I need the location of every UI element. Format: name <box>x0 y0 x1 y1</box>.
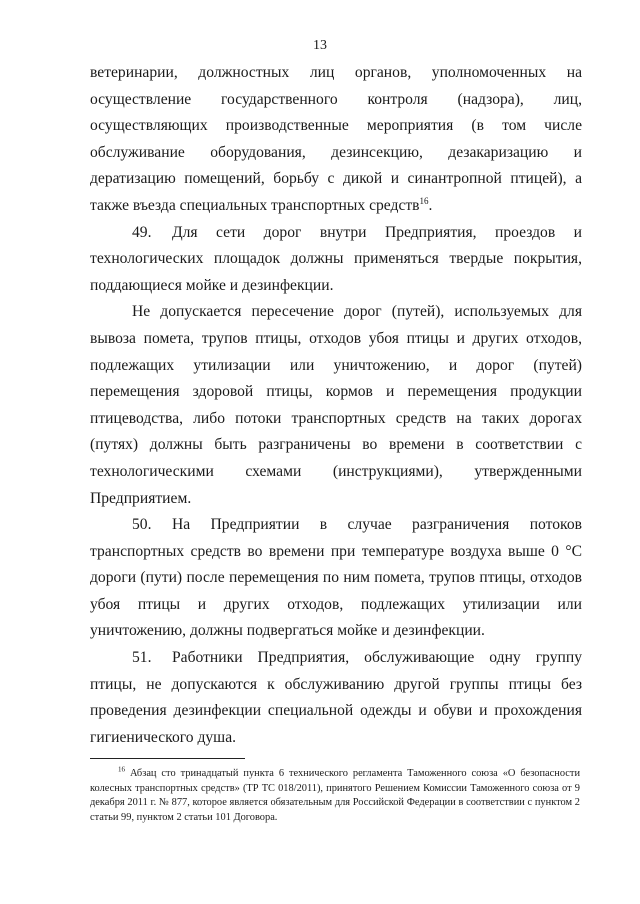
paragraph-50 <box>90 512 582 645</box>
paragraph-text: На Предприятии в случае разграничения потоков транспортных средств во времени при температуре воздуха выше 0 °С дороги (пути) после перемещения по ним помета, трупов птицы, отходов убоя птицы и других отходов, подлежащих утилизации или уничтожению, должны подвергаться мойке и дезинфекции. <box>90 516 582 640</box>
footnote <box>90 767 580 825</box>
paragraph-text: ветеринарии, должностных лиц органов, уполномоченных на осуществление государственного контроля (надзора), лиц, осуществляющих производственные мероприятия (в том числе обслуживание оборудования, дезинсекцию, дезакаризацию и дератизацию помещений, борьбу с дикой и синантропной птицей), а также въезда специальных транспортных средств <box>90 64 582 214</box>
paragraph-text: Не допускается пересечение дорог (путей), используемых для вывоза помета, трупов птицы, отходов убоя птицы и других отходов, подлежащих утилизации или уничтожению, и дорог (путей) перемещения здоровой птицы, кормов и перемещения продукции птицеводства, либо потоки транспортных средств на таких дорогах (путях) должны быть разграничены во времени в соответствии с технологическими схемами (инструкциями), утвержденными Предприятием. <box>90 303 582 507</box>
paragraph-number: 49. <box>132 223 152 241</box>
paragraph-number: 50. <box>132 516 152 534</box>
paragraph-51 <box>90 645 582 751</box>
paragraph-end: . <box>428 196 433 214</box>
paragraph-49-continued <box>90 299 582 512</box>
document-body <box>90 60 582 751</box>
paragraph-number: 51. <box>132 649 152 667</box>
footnote-marker: 16 <box>118 765 125 774</box>
paragraph-continuation <box>90 60 582 220</box>
paragraph-49 <box>90 220 582 300</box>
paragraph-text: Для сети дорог внутри Предприятия, проездов и технологических площадок должны применяться твердые покрытия, поддающиеся мойке и дезинфекции. <box>90 223 582 294</box>
footnote-text: Абзац сто тринадцатый пункта 6 технического регламента Таможенного союза «О безопасности колесных транспортных средств» (ТР ТС 018/2011), принятого Решением Комиссии Таможенного союза от 9 декабря 2011 г. № 877, которое является обязательным для Российской Федерации в соответствии с пунктом 2 статьи 99, пунктом 2 статьи 101 Договора. <box>90 768 580 823</box>
footnote-reference[interactable]: 16 <box>419 195 429 206</box>
footnote-separator <box>90 758 245 759</box>
page-number: 13 <box>313 38 327 53</box>
paragraph-text: Работники Предприятия, обслуживающие одну группу птицы, не допускаются к обслуживанию другой группы птицы без проведения дезинфекции специальной одежды и обуви и прохождения гигиенического душа. <box>90 649 582 746</box>
